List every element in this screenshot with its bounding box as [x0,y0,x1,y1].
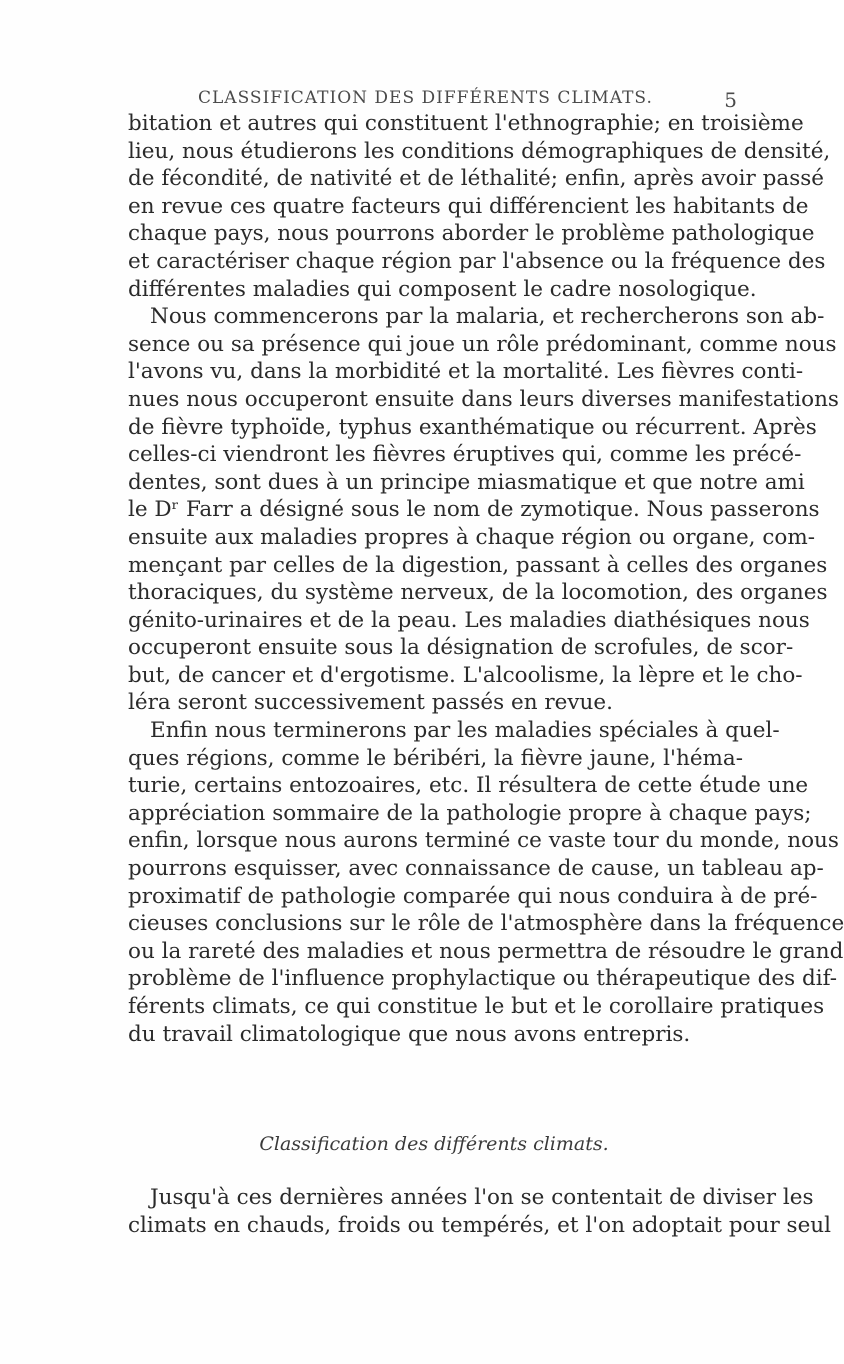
text-line: nues nous occuperont ensuite dans leurs diverses manifestations [128,386,839,412]
text-line: léra seront successivement passés en revue. [128,690,613,716]
text-line: génito-urinaires et de la peau. Les maladies diathésiques nous [128,607,810,633]
text-line: problème de l'influence prophylactique ou thérapeutique des dif- [128,966,838,992]
text-line: différentes maladies qui composent le cadre nosologique. [128,276,757,302]
running-head-title: CLASSIFICATION DES DIFFÉRENTS CLIMATS. [198,88,653,108]
text-line: mençant par celles de la digestion, passant à celles des organes [128,552,828,578]
text-line: férents climats, ce qui constitue le but et le corollaire pratiques [128,994,825,1019]
text-line: ensuite aux maladies propres à chaque région ou organe, com- [128,524,815,550]
text-line: et caractériser chaque région par l'absence ou la fréquence des [128,248,826,274]
text-line: dentes, sont dues à un principe miasmatique et que notre ami [128,469,805,495]
text-line: bitation et autres qui constituent l'ethnographie; en troisième [128,111,804,136]
text-line: proximatif de pathologie comparée qui nous conduira à de pré- [128,883,818,909]
paragraph [128,110,831,303]
text-line: Jusqu'à ces dernières années l'on se contentait de diviser les [150,1185,814,1210]
text-line: du travail climatologique que nous avons entrepris. [128,1021,691,1047]
text-line: but, de cancer et d'ergotisme. L'alcoolisme, la lèpre et le cho- [128,662,803,688]
text-line: Enfin nous terminerons par les maladies spéciales à quel- [150,718,780,744]
text-line: sence ou sa présence qui joue un rôle prédominant, comme nous [128,331,837,357]
text-line: le Dʳ Farr a désigné sous le nom de zymotique. Nous passerons [128,497,820,523]
text-line: appréciation sommaire de la pathologie propre à chaque pays; [128,800,812,826]
text-line: ques régions, comme le béribéri, la fièvre jaune, l'héma- [128,745,744,771]
page-number: 5 [724,88,738,112]
text-line: enfin, lorsque nous aurons terminé ce vaste tour du monde, nous [128,828,839,854]
running-head [198,88,738,112]
text-line: en revue ces quatre facteurs qui différencient les habitants de [128,193,809,219]
text-line: climats en chauds, froids ou tempérés, et l'on adoptait pour seul [128,1212,832,1238]
paragraph [128,303,839,717]
text-line: occuperont ensuite sous la désignation de scrofules, de scor- [128,635,794,661]
text-line: pourrons esquisser, avec connaissance de cause, un tableau ap- [128,856,824,882]
paragraph [128,717,844,1048]
text-line: turie, certains entozoaires, etc. Il résultera de cette étude une [128,773,809,799]
text-line: de fièvre typhoïde, typhus exanthématique ou récurrent. Après [128,414,817,440]
text-line: de fécondité, de nativité et de léthalité; enfin, après avoir passé [128,166,824,192]
body-text-top [128,110,844,1048]
text-line: ou la rareté des maladies et nous permettra de résoudre le grand [128,938,844,964]
section-heading: Classification des différents climats. [259,1133,609,1155]
text-line: Nous commencerons par la malaria, et rechercherons son ab- [150,304,825,330]
text-line: celles-ci viendront les fièvres éruptives qui, comme les précé- [128,442,802,468]
text-line: l'avons vu, dans la morbidité et la mortalité. Les fièvres conti- [128,359,804,385]
text-line: lieu, nous étudierons les conditions démographiques de densité, [128,138,831,164]
text-line: chaque pays, nous pourrons aborder le problème pathologique [128,221,815,247]
text-line: cieuses conclusions sur le rôle de l'atmosphère dans la fréquence [128,911,844,937]
paragraph [128,1184,832,1239]
text-line: thoraciques, du système nerveux, de la locomotion, des organes [128,580,828,606]
body-text-bottom [128,1184,832,1239]
